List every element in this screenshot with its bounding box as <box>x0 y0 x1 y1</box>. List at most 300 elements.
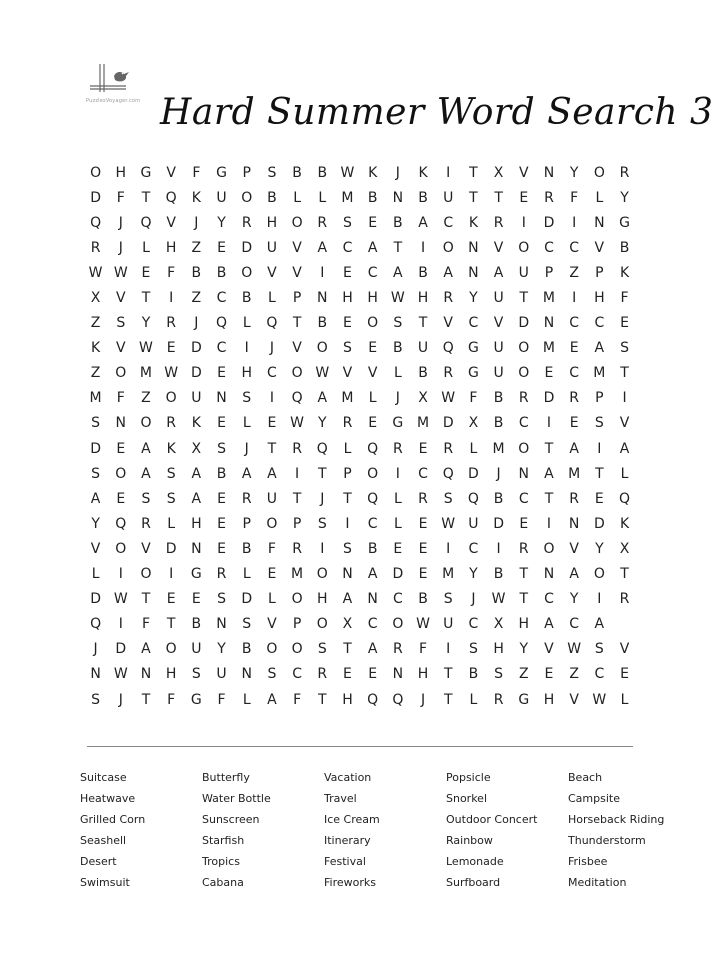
grid-cell[interactable]: R <box>166 315 177 332</box>
grid-cell[interactable]: I <box>320 540 325 557</box>
grid-cell[interactable]: P <box>343 465 352 482</box>
grid-cell[interactable]: Y <box>569 164 579 181</box>
grid-cell[interactable]: T <box>292 315 302 332</box>
grid-cell[interactable]: P <box>595 264 604 281</box>
grid-cell[interactable]: R <box>241 490 252 507</box>
grid-cell[interactable]: J <box>118 691 123 708</box>
grid-cell[interactable]: Q <box>367 440 379 457</box>
grid-cell[interactable]: O <box>518 239 530 256</box>
grid-cell[interactable]: Z <box>569 666 579 683</box>
grid-cell[interactable]: R <box>569 390 580 407</box>
grid-cell[interactable]: X <box>342 616 353 633</box>
grid-cell[interactable]: Q <box>291 390 303 407</box>
grid-cell[interactable]: A <box>367 239 378 256</box>
grid-cell[interactable]: V <box>594 239 605 256</box>
grid-cell[interactable]: X <box>90 290 101 307</box>
grid-cell[interactable]: I <box>244 340 249 357</box>
grid-cell[interactable]: T <box>595 465 604 482</box>
grid-cell[interactable]: O <box>291 365 303 382</box>
grid-cell[interactable]: R <box>292 540 302 557</box>
grid-cell[interactable]: I <box>572 290 577 307</box>
grid-cell[interactable]: S <box>242 616 252 633</box>
grid-cell[interactable]: R <box>317 214 328 231</box>
grid-cell[interactable]: W <box>88 264 103 281</box>
grid-cell[interactable]: C <box>292 666 302 683</box>
grid-cell[interactable]: N <box>216 390 227 407</box>
grid-cell[interactable]: E <box>141 264 151 281</box>
grid-cell[interactable]: L <box>167 515 176 532</box>
grid-cell[interactable]: D <box>165 540 177 557</box>
grid-cell[interactable]: X <box>418 390 428 407</box>
grid-cell[interactable]: Z <box>141 390 151 407</box>
grid-cell[interactable]: B <box>241 290 252 307</box>
grid-cell[interactable]: O <box>392 616 404 633</box>
grid-cell[interactable]: E <box>368 666 378 683</box>
grid-cell[interactable]: E <box>569 340 579 357</box>
grid-cell[interactable]: W <box>315 365 330 382</box>
grid-cell[interactable]: J <box>269 340 274 357</box>
grid-cell[interactable]: E <box>343 315 352 332</box>
grid-cell[interactable]: R <box>392 440 403 457</box>
grid-cell[interactable]: D <box>493 515 504 532</box>
grid-cell[interactable]: B <box>317 164 328 181</box>
grid-cell[interactable]: C <box>443 214 454 231</box>
grid-cell[interactable]: K <box>91 340 101 357</box>
grid-cell[interactable]: E <box>191 591 201 608</box>
grid-cell[interactable]: M <box>542 340 556 357</box>
grid-cell[interactable]: S <box>267 666 277 683</box>
grid-cell[interactable]: B <box>418 591 428 608</box>
grid-cell[interactable]: R <box>619 591 630 608</box>
grid-cell[interactable]: C <box>267 365 277 382</box>
grid-cell[interactable]: M <box>341 390 354 407</box>
grid-cell[interactable]: E <box>519 515 529 532</box>
grid-cell[interactable]: R <box>141 515 151 532</box>
grid-cell[interactable]: Q <box>619 490 631 507</box>
grid-cell[interactable]: L <box>368 390 377 407</box>
grid-cell[interactable]: B <box>468 666 479 683</box>
grid-cell[interactable]: J <box>118 214 123 231</box>
grid-cell[interactable]: B <box>216 264 227 281</box>
grid-cell[interactable]: T <box>469 164 478 181</box>
grid-cell[interactable]: H <box>367 290 378 307</box>
grid-cell[interactable]: T <box>443 691 453 708</box>
grid-cell[interactable]: L <box>595 189 604 206</box>
grid-cell[interactable]: A <box>594 340 605 357</box>
grid-cell[interactable]: N <box>140 666 152 683</box>
grid-cell[interactable]: Q <box>442 340 454 357</box>
grid-cell[interactable]: A <box>317 239 328 256</box>
grid-cell[interactable]: M <box>341 189 354 206</box>
grid-cell[interactable]: J <box>420 691 426 708</box>
grid-cell[interactable]: R <box>317 666 328 683</box>
grid-cell[interactable]: F <box>167 691 176 708</box>
grid-cell[interactable]: I <box>597 591 602 608</box>
grid-cell[interactable]: X <box>191 440 202 457</box>
grid-cell[interactable]: O <box>291 214 303 231</box>
grid-cell[interactable]: S <box>91 465 101 482</box>
grid-cell[interactable]: W <box>441 390 456 407</box>
grid-cell[interactable]: U <box>493 290 504 307</box>
grid-cell[interactable]: U <box>443 189 454 206</box>
grid-cell[interactable]: G <box>216 164 227 181</box>
grid-cell[interactable]: N <box>392 666 404 683</box>
grid-cell[interactable]: R <box>392 641 403 658</box>
grid-cell[interactable]: E <box>217 540 226 557</box>
grid-cell[interactable]: F <box>217 691 226 708</box>
grid-cell[interactable]: I <box>496 540 501 557</box>
grid-cell[interactable]: Q <box>316 440 328 457</box>
grid-cell[interactable]: T <box>343 641 352 658</box>
grid-cell[interactable]: L <box>318 189 327 206</box>
grid-cell[interactable]: L <box>268 290 276 307</box>
grid-cell[interactable]: T <box>318 691 327 708</box>
grid-cell[interactable]: O <box>165 390 177 407</box>
grid-cell[interactable]: G <box>392 415 404 432</box>
grid-cell[interactable]: R <box>569 490 580 507</box>
grid-cell[interactable]: B <box>191 264 202 281</box>
grid-cell[interactable]: T <box>620 365 629 382</box>
grid-cell[interactable]: V <box>493 239 504 256</box>
grid-cell[interactable]: H <box>317 591 328 608</box>
grid-cell[interactable]: B <box>393 214 403 231</box>
grid-cell[interactable]: X <box>493 164 504 181</box>
grid-cell[interactable]: L <box>343 440 352 457</box>
grid-cell[interactable]: J <box>471 591 476 608</box>
grid-cell[interactable]: W <box>592 691 607 708</box>
grid-cell[interactable]: A <box>141 641 151 658</box>
grid-cell[interactable]: X <box>619 540 630 557</box>
grid-cell[interactable]: D <box>442 415 454 432</box>
grid-cell[interactable]: O <box>115 465 127 482</box>
grid-cell[interactable]: T <box>141 189 151 206</box>
grid-cell[interactable]: A <box>367 566 378 583</box>
grid-cell[interactable]: B <box>418 189 428 206</box>
grid-cell[interactable]: N <box>518 465 530 482</box>
grid-cell[interactable]: V <box>544 641 554 658</box>
grid-cell[interactable]: A <box>267 691 277 708</box>
grid-cell[interactable]: H <box>191 515 202 532</box>
grid-cell[interactable]: B <box>418 264 428 281</box>
grid-cell[interactable]: R <box>292 440 302 457</box>
grid-cell[interactable]: S <box>242 390 252 407</box>
grid-cell[interactable]: E <box>217 490 226 507</box>
grid-cell[interactable]: N <box>543 315 555 332</box>
grid-cell[interactable]: X <box>493 616 504 633</box>
grid-cell[interactable]: J <box>395 390 400 407</box>
grid-cell[interactable]: J <box>93 641 98 658</box>
grid-cell[interactable]: E <box>267 566 277 583</box>
grid-cell[interactable]: Z <box>191 239 202 256</box>
grid-cell[interactable]: S <box>166 490 176 507</box>
grid-cell[interactable]: S <box>217 440 226 457</box>
grid-cell[interactable]: R <box>443 440 454 457</box>
grid-cell[interactable]: U <box>191 641 202 658</box>
grid-cell[interactable]: F <box>293 691 302 708</box>
grid-cell[interactable]: P <box>595 390 604 407</box>
grid-cell[interactable]: F <box>116 390 125 407</box>
grid-cell[interactable]: U <box>518 264 529 281</box>
grid-cell[interactable]: O <box>140 566 152 583</box>
grid-cell[interactable]: O <box>593 164 605 181</box>
grid-cell[interactable]: R <box>216 566 227 583</box>
grid-cell[interactable]: G <box>467 340 479 357</box>
grid-cell[interactable]: T <box>519 566 529 583</box>
grid-cell[interactable]: C <box>468 315 479 332</box>
grid-cell[interactable]: R <box>544 189 554 206</box>
grid-cell[interactable]: O <box>90 164 102 181</box>
grid-cell[interactable]: V <box>292 340 302 357</box>
grid-cell[interactable]: E <box>544 365 554 382</box>
grid-cell[interactable]: G <box>467 365 479 382</box>
grid-cell[interactable]: E <box>267 415 277 432</box>
grid-cell[interactable]: B <box>317 315 328 332</box>
grid-cell[interactable]: A <box>569 440 579 457</box>
grid-cell[interactable]: I <box>446 164 451 181</box>
grid-cell[interactable]: V <box>292 239 302 256</box>
grid-cell[interactable]: W <box>113 264 128 281</box>
grid-cell[interactable]: D <box>115 641 127 658</box>
grid-cell[interactable]: C <box>518 415 529 432</box>
grid-cell[interactable]: N <box>191 540 202 557</box>
grid-cell[interactable]: Y <box>91 515 100 532</box>
grid-cell[interactable]: A <box>267 465 277 482</box>
grid-cell[interactable]: N <box>543 566 555 583</box>
grid-cell[interactable]: K <box>468 214 478 231</box>
grid-cell[interactable]: H <box>342 290 353 307</box>
grid-cell[interactable]: F <box>167 264 176 281</box>
grid-cell[interactable]: S <box>443 591 453 608</box>
grid-cell[interactable]: T <box>494 189 503 206</box>
grid-cell[interactable]: C <box>216 340 227 357</box>
grid-cell[interactable]: C <box>569 239 580 256</box>
grid-cell[interactable]: T <box>166 616 176 633</box>
grid-cell[interactable]: A <box>367 641 378 658</box>
grid-cell[interactable]: S <box>317 515 327 532</box>
grid-cell[interactable]: S <box>494 666 504 683</box>
grid-cell[interactable]: Q <box>367 490 379 507</box>
grid-cell[interactable]: W <box>567 641 582 658</box>
grid-cell[interactable]: J <box>194 315 199 332</box>
grid-cell[interactable]: C <box>518 490 529 507</box>
grid-cell[interactable]: A <box>418 214 428 231</box>
grid-cell[interactable]: I <box>572 214 577 231</box>
grid-cell[interactable]: N <box>115 415 127 432</box>
grid-cell[interactable]: S <box>443 490 453 507</box>
grid-cell[interactable]: E <box>343 264 352 281</box>
grid-cell[interactable]: E <box>166 340 176 357</box>
grid-cell[interactable]: H <box>417 666 429 683</box>
grid-cell[interactable]: A <box>393 264 403 281</box>
grid-cell[interactable]: T <box>544 440 554 457</box>
grid-cell[interactable]: R <box>241 214 252 231</box>
grid-cell[interactable]: I <box>118 616 123 633</box>
grid-cell[interactable]: A <box>443 264 453 281</box>
grid-cell[interactable]: W <box>491 591 506 608</box>
grid-cell[interactable]: J <box>320 490 325 507</box>
grid-cell[interactable]: I <box>345 515 350 532</box>
grid-cell[interactable]: T <box>469 189 478 206</box>
grid-cell[interactable]: G <box>619 214 630 231</box>
grid-cell[interactable]: S <box>343 340 352 357</box>
grid-cell[interactable]: M <box>492 440 505 457</box>
grid-cell[interactable]: A <box>191 490 202 507</box>
grid-cell[interactable]: C <box>468 540 479 557</box>
grid-cell[interactable]: H <box>493 641 504 658</box>
grid-cell[interactable]: C <box>392 591 403 608</box>
grid-cell[interactable]: W <box>290 415 305 432</box>
grid-cell[interactable]: E <box>166 591 176 608</box>
grid-cell[interactable]: S <box>594 415 604 432</box>
grid-cell[interactable]: T <box>343 490 352 507</box>
grid-cell[interactable]: O <box>241 264 253 281</box>
grid-cell[interactable]: E <box>343 666 352 683</box>
grid-cell[interactable]: C <box>569 365 580 382</box>
grid-cell[interactable]: A <box>241 465 252 482</box>
grid-cell[interactable]: F <box>141 616 150 633</box>
grid-cell[interactable]: E <box>217 365 226 382</box>
grid-cell[interactable]: C <box>216 290 227 307</box>
grid-cell[interactable]: O <box>115 540 127 557</box>
grid-cell[interactable]: H <box>342 691 353 708</box>
grid-cell[interactable]: O <box>518 340 530 357</box>
grid-cell[interactable]: B <box>241 540 252 557</box>
grid-cell[interactable]: I <box>118 566 123 583</box>
grid-cell[interactable]: U <box>191 390 202 407</box>
grid-cell[interactable]: Y <box>595 540 604 557</box>
grid-cell[interactable]: U <box>443 616 454 633</box>
grid-cell[interactable]: A <box>544 616 554 633</box>
grid-cell[interactable]: O <box>291 641 303 658</box>
grid-cell[interactable]: C <box>569 315 580 332</box>
grid-cell[interactable]: Z <box>569 264 579 281</box>
grid-cell[interactable]: N <box>594 214 605 231</box>
grid-cell[interactable]: L <box>393 490 402 507</box>
grid-cell[interactable]: O <box>442 239 454 256</box>
grid-cell[interactable]: Q <box>216 315 228 332</box>
grid-cell[interactable]: A <box>619 440 630 457</box>
grid-cell[interactable]: E <box>217 515 226 532</box>
grid-cell[interactable]: M <box>416 415 430 432</box>
grid-cell[interactable]: E <box>418 440 428 457</box>
grid-cell[interactable]: F <box>419 641 428 658</box>
grid-cell[interactable]: Q <box>90 616 102 633</box>
grid-cell[interactable]: G <box>190 566 202 583</box>
grid-cell[interactable]: U <box>493 340 504 357</box>
grid-cell[interactable]: C <box>367 515 378 532</box>
grid-cell[interactable]: O <box>140 415 152 432</box>
grid-cell[interactable]: S <box>393 315 403 332</box>
grid-cell[interactable]: N <box>241 666 252 683</box>
grid-cell[interactable]: U <box>266 239 278 256</box>
grid-cell[interactable]: O <box>115 365 127 382</box>
grid-cell[interactable]: W <box>139 340 153 357</box>
grid-cell[interactable]: E <box>418 515 428 532</box>
grid-cell[interactable]: B <box>367 540 378 557</box>
grid-cell[interactable]: R <box>342 415 353 432</box>
grid-cell[interactable]: N <box>317 290 328 307</box>
grid-cell[interactable]: L <box>393 515 402 532</box>
grid-cell[interactable]: U <box>216 189 227 206</box>
grid-cell[interactable]: N <box>367 591 378 608</box>
grid-cell[interactable]: K <box>166 440 176 457</box>
grid-cell[interactable]: E <box>217 239 226 256</box>
grid-cell[interactable]: E <box>368 340 378 357</box>
grid-cell[interactable]: B <box>241 641 252 658</box>
grid-cell[interactable]: O <box>316 340 328 357</box>
grid-cell[interactable]: B <box>367 189 378 206</box>
grid-cell[interactable]: S <box>343 540 352 557</box>
grid-cell[interactable]: F <box>192 164 201 181</box>
grid-cell[interactable]: I <box>395 465 400 482</box>
grid-cell[interactable]: C <box>544 591 554 608</box>
grid-cell[interactable]: B <box>393 340 403 357</box>
grid-cell[interactable]: E <box>116 440 126 457</box>
grid-cell[interactable]: C <box>342 239 353 256</box>
grid-cell[interactable]: E <box>620 666 629 683</box>
grid-cell[interactable]: S <box>594 641 604 658</box>
grid-cell[interactable]: H <box>594 290 605 307</box>
grid-cell[interactable]: Y <box>469 566 478 583</box>
grid-cell[interactable]: V <box>166 164 176 181</box>
grid-cell[interactable]: K <box>191 189 201 206</box>
grid-cell[interactable]: I <box>420 239 426 256</box>
grid-cell[interactable]: Z <box>518 666 529 683</box>
grid-cell[interactable]: R <box>619 164 630 181</box>
grid-cell[interactable]: V <box>342 365 353 382</box>
grid-cell[interactable]: Q <box>165 189 177 206</box>
grid-cell[interactable]: F <box>620 290 629 307</box>
grid-cell[interactable]: I <box>269 390 274 407</box>
grid-cell[interactable]: T <box>544 490 554 507</box>
grid-cell[interactable]: P <box>242 164 251 181</box>
grid-cell[interactable]: O <box>367 315 379 332</box>
grid-cell[interactable]: J <box>194 214 199 231</box>
grid-cell[interactable]: R <box>493 691 504 708</box>
grid-cell[interactable]: I <box>521 214 526 231</box>
grid-cell[interactable]: I <box>169 566 174 583</box>
grid-cell[interactable]: S <box>166 465 176 482</box>
grid-cell[interactable]: O <box>266 515 278 532</box>
grid-cell[interactable]: B <box>493 490 504 507</box>
grid-cell[interactable]: F <box>267 540 276 557</box>
grid-cell[interactable]: R <box>493 214 504 231</box>
grid-cell[interactable]: A <box>141 440 151 457</box>
grid-cell[interactable]: D <box>543 390 555 407</box>
grid-cell[interactable]: T <box>620 566 629 583</box>
grid-cell[interactable]: O <box>165 641 177 658</box>
grid-cell[interactable]: L <box>620 465 629 482</box>
grid-cell[interactable]: B <box>191 616 202 633</box>
grid-cell[interactable]: S <box>468 641 478 658</box>
grid-cell[interactable]: V <box>619 641 630 658</box>
grid-cell[interactable]: V <box>493 315 504 332</box>
grid-cell[interactable]: O <box>266 641 278 658</box>
grid-cell[interactable]: I <box>169 290 174 307</box>
grid-cell[interactable]: A <box>569 566 579 583</box>
grid-cell[interactable]: C <box>367 616 378 633</box>
grid-cell[interactable]: N <box>468 264 479 281</box>
grid-cell[interactable]: Q <box>442 465 454 482</box>
grid-cell[interactable]: B <box>292 164 302 181</box>
grid-cell[interactable]: H <box>543 691 555 708</box>
grid-cell[interactable]: L <box>242 315 251 332</box>
grid-cell[interactable]: H <box>115 164 127 181</box>
grid-cell[interactable]: M <box>442 566 455 583</box>
grid-cell[interactable]: Y <box>469 290 478 307</box>
grid-cell[interactable]: M <box>291 566 304 583</box>
grid-cell[interactable]: K <box>418 164 428 181</box>
